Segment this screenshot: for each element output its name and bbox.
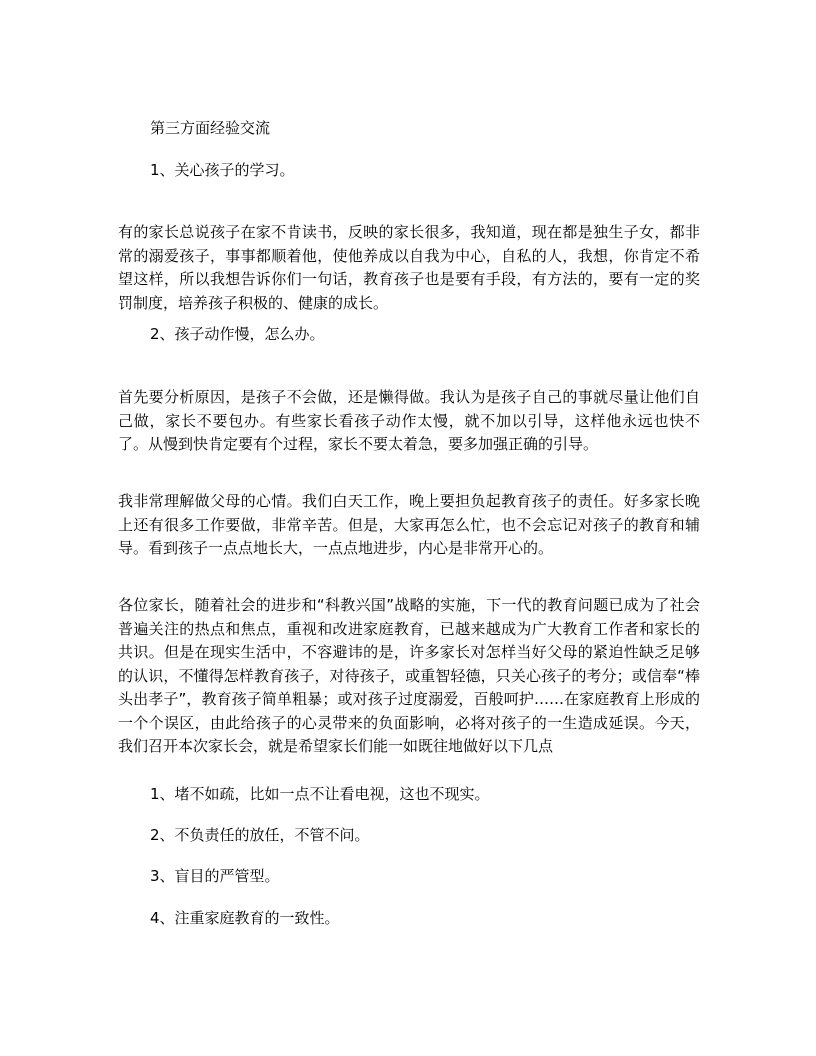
- section-heading: 第三方面经验交流: [150, 119, 271, 137]
- paragraph-study: 有的家长总说孩子在家不肯读书，反映的家长很多，我知道，现在都是独生子女，都非常的溺爱孩子，事事都顺着他，使他养成以自我为中心，自私的人，我想，你肯定不希望这样，所以我想告诉你们一句话，教育孩子也是要有手段，有方法的，要有一定的奖罚制度，培养孩子积极的、健康的成长。: [118, 223, 700, 312]
- paragraph-parents-feelings: 我非常理解做父母的心情。我们白天工作，晚上要担负起教育孩子的责任。好多家长晚上还有很多工作要做，非常辛苦。但是，大家再怎么忙，也不会忘记对孩子的教育和辅导。看到孩子一点点地长大，一点点地进步，内心是非常开心的。: [118, 492, 700, 557]
- list-item-2: 2、不负责任的放任，不管不问。: [150, 826, 370, 844]
- point-2-heading: 2、孩子动作慢，怎么办。: [150, 325, 325, 343]
- paragraph-education-issues: 各位家长，随着社会的进步和“科教兴国”战略的实施，下一代的教育问题已成为了社会普遍关注的热点和焦点，重视和改进家庭教育，已越来越成为广大教育工作者和家长的共识。但是在现实生活中，不容避讳的是，许多家长对怎样当好父母的紧迫性缺乏足够的认识，不懂得怎样教育孩子，对待孩子，或重智轻德，只关心孩子的考分；或信奉“棒头出孝子”，教育孩子简单粗暴；或对孩子过度溺爱，百般呵护……在家庭教育上形成的一个个误区，由此给孩子的心灵带来的负面影响，必将对孩子的一生造成延误。今天，我们召开本次家长会，就是希望家长们能一如既往地做好以下几点: [118, 596, 700, 755]
- list-item-3: 3、盲目的严管型。: [150, 867, 280, 885]
- list-item-4: 4、注重家庭教育的一致性。: [150, 909, 340, 927]
- point-1-heading: 1、关心孩子的学习。: [150, 161, 295, 179]
- list-item-1: 1、堵不如疏，比如一点不让看电视，这也不现实。: [150, 785, 490, 803]
- paragraph-slow-action: 首先要分析原因，是孩子不会做，还是懒得做。我认为是孩子自己的事就尽量让他们自己做，家长不要包办。有些家长看孩子动作太慢，就不加以引导，这样他永远也快不了。从慢到快肯定要有个过程，家长不要太着急，要多加强正确的引导。: [118, 388, 700, 453]
